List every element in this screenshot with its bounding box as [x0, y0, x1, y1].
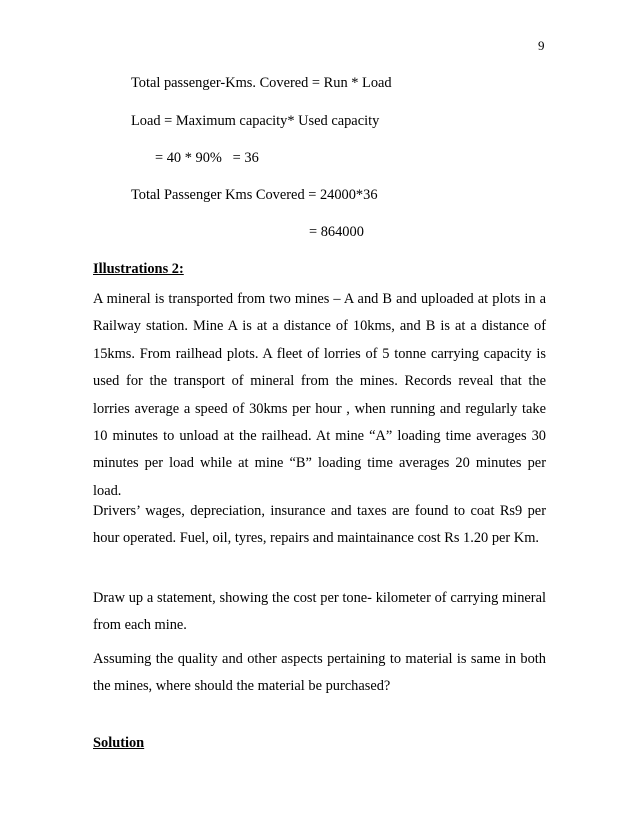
calc-line-total-passenger-kms: Total passenger-Kms. Covered = Run * Load [131, 75, 392, 91]
task-paragraph: Draw up a statement, showing the cost per tone- kilometer of carrying mineral from each mine. [93, 590, 546, 634]
page-number: 9 [538, 38, 545, 53]
costs-paragraph: Drivers’ wages, depreciation, insurance and taxes are found to coat Rs9 per hour operated. Fuel, oil, tyres, repairs and maintainance cost Rs 1.20 per Km. [93, 503, 546, 547]
calc-line-load-value: = 40 * 90% = 36 [155, 150, 259, 166]
calc-line-load-formula: Load = Maximum capacity* Used capacity [131, 113, 380, 129]
calc-line-total-value: = 864000 [309, 224, 364, 240]
problem-paragraph: A mineral is transported from two mines – A and B and uploaded at plots in a Railway station. Mine A is at a distance of 10kms, and B is at a distance of 15kms. From railhead plots. A fleet of lorries of 5 tonne carrying capacity is used for the transport of mineral from the mines. Records reveal that the lorries average a speed of 30kms per hour , when running and regularly take 10 minutes to unload at the railhead. At mine “A” loading time averages 30 minutes per load while at mine “B” loading time averages 20 minutes per load. [93, 291, 546, 499]
calc-line-total-formula: Total Passenger Kms Covered = 24000*36 [131, 187, 378, 203]
solution-heading: Solution [93, 735, 145, 751]
question-paragraph: Assuming the quality and other aspects pertaining to material is same in both the mines, where should the material be purchased? [93, 651, 546, 695]
illustration-heading: Illustrations 2: [93, 261, 184, 277]
